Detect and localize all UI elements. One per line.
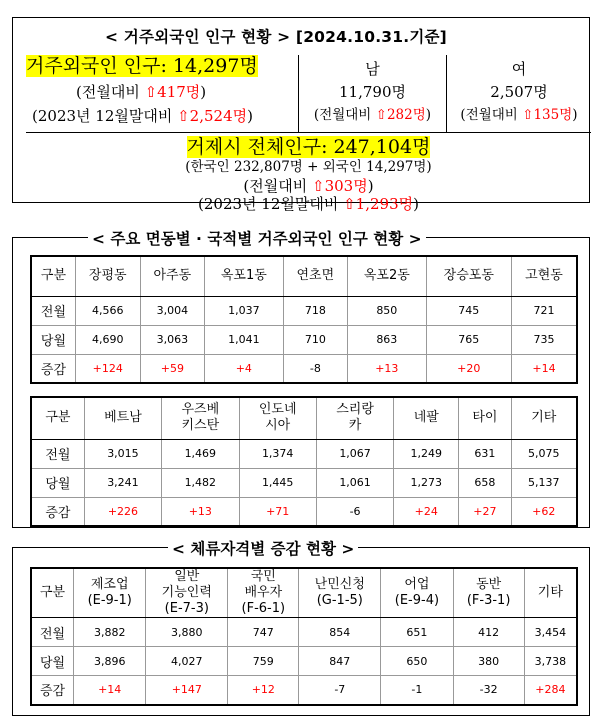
foreign-mom [76, 83, 206, 102]
table-cell: +62 [511, 497, 577, 526]
table-cell: 1,482 [162, 468, 239, 497]
table-cell: 1,374 [239, 439, 316, 468]
city-yoy-suffix: ) [413, 195, 419, 213]
district-nationality-box [12, 230, 590, 528]
male-label: 남 [365, 60, 380, 78]
table-cell: 3,454 [524, 618, 577, 647]
city-yoy-prefix: (2023년 12월말대비 [198, 195, 344, 213]
summary-title: < 거주외국인 인구 현황 > [2024.10.31.기준] [101, 25, 451, 47]
table-cell: 1,445 [239, 468, 316, 497]
table-cell: 3,896 [74, 647, 146, 676]
table-cell: +284 [524, 676, 577, 705]
city-mom-prefix: (전월대비 [243, 177, 313, 195]
row-label-cell: 증감 [31, 354, 75, 383]
table-cell: 650 [381, 647, 453, 676]
table-cell: +59 [140, 354, 205, 383]
table-cell: 1,273 [394, 468, 459, 497]
city-yoy [26, 195, 591, 214]
table-header-cell: 네팔 [394, 397, 459, 439]
female-mom-suffix: ) [572, 107, 578, 123]
table-cell: 3,882 [74, 618, 146, 647]
female-label: 여 [511, 60, 527, 78]
summary-box [12, 17, 590, 213]
row-label-cell: 당월 [31, 647, 74, 676]
table-header-cell: 타이 [459, 397, 511, 439]
table-cell: +226 [84, 497, 161, 526]
table-cell: -7 [299, 676, 381, 705]
table-cell: 3,004 [140, 296, 205, 325]
table-cell: +27 [459, 497, 511, 526]
table-cell: 3,063 [140, 325, 205, 354]
row-label-cell: 증감 [31, 497, 84, 526]
male-mom-suffix: ) [425, 107, 432, 123]
table-cell: 747 [228, 618, 299, 647]
female-mom-value: ⇧135명 [522, 107, 573, 123]
table-cell: +24 [394, 497, 459, 526]
nationality-table [30, 396, 578, 527]
table-cell: 3,241 [84, 468, 161, 497]
table-cell: +13 [162, 497, 239, 526]
table-cell: 651 [381, 618, 453, 647]
foreign-yoy-value: ⇧2,524명 [177, 107, 248, 125]
table-header-cell: 장평동 [75, 256, 140, 296]
table-cell: 3,738 [524, 647, 577, 676]
foreign-mom-value: ⇧417명 [144, 83, 201, 101]
table-header-cell: 연초면 [283, 256, 348, 296]
table-cell: 631 [459, 439, 511, 468]
table-cell: 735 [512, 325, 577, 354]
row-label-cell: 당월 [31, 325, 75, 354]
foreign-mom-prefix: (전월대비 [76, 83, 145, 101]
table-cell: -1 [381, 676, 453, 705]
table-header-cell: 장승포동 [426, 256, 512, 296]
table-cell: 3,015 [84, 439, 161, 468]
table-header-cell: 옥포1동 [205, 256, 283, 296]
table-row [31, 497, 577, 526]
table-row [31, 354, 577, 383]
city-yoy-value: ⇧1,293명 [343, 195, 414, 213]
female-mom [447, 107, 591, 124]
table-header-cell: 기타 [524, 568, 577, 618]
table-cell: 850 [348, 296, 426, 325]
table-row [31, 439, 577, 468]
table-row [31, 647, 577, 676]
table-cell: +4 [205, 354, 283, 383]
district-table [30, 255, 578, 384]
city-mom-value: ⇧303명 [312, 177, 368, 195]
table-row [31, 676, 577, 705]
city-mom [26, 177, 591, 196]
visa-table [30, 567, 578, 706]
table-header-cell: 국민 배우자 (F-6-1) [228, 568, 299, 618]
table-cell: 759 [228, 647, 299, 676]
male-mom [299, 107, 446, 124]
table-cell: 1,037 [205, 296, 283, 325]
table-header-cell: 고현동 [512, 256, 577, 296]
table-cell: 412 [453, 618, 524, 647]
foreign-total: 거주외국인 인구: 14,297명 [26, 55, 258, 77]
visa-section-title: < 체류자격별 증감 현황 > [168, 537, 358, 559]
table-header-cell: 구분 [31, 256, 75, 296]
male-count: 11,790명 [339, 83, 406, 101]
city-breakdown: (한국인 232,807명 + 외국인 14,297명) [185, 159, 432, 175]
table-cell: 1,061 [316, 468, 393, 497]
foreign-yoy-suffix: ) [247, 107, 253, 125]
row-label-cell: 전월 [31, 296, 75, 325]
table-cell: +124 [75, 354, 140, 383]
table-cell: 745 [426, 296, 512, 325]
row-label-cell: 전월 [31, 439, 84, 468]
district-section-title: < 주요 면동별 · 국적별 거주외국인 인구 현황 > [88, 227, 426, 249]
table-cell: 4,690 [75, 325, 140, 354]
city-mom-suffix: ) [367, 177, 374, 195]
table-header-cell: 제조업 (E-9-1) [74, 568, 146, 618]
table-cell: 863 [348, 325, 426, 354]
row-label-cell: 전월 [31, 618, 74, 647]
table-header-cell: 어업 (E-9-4) [381, 568, 453, 618]
table-header-cell: 기타 [511, 397, 577, 439]
city-total: 거제시 전체인구: 247,104명 [186, 136, 431, 158]
male-mom-value: ⇧282명 [375, 107, 426, 123]
table-cell: -32 [453, 676, 524, 705]
table-cell: -6 [316, 497, 393, 526]
female-count: 2,507명 [490, 83, 548, 101]
table-cell: +20 [426, 354, 512, 383]
table-row [31, 296, 577, 325]
table-row [31, 618, 577, 647]
summary-top-row [26, 55, 591, 133]
table-header-row [31, 397, 577, 439]
table-header-cell: 구분 [31, 397, 84, 439]
foreign-total-cell [26, 55, 299, 133]
table-header-cell: 일반 기능인력 (E-7-3) [146, 568, 228, 618]
table-header-cell: 인도네 시아 [239, 397, 316, 439]
table-cell: 1,469 [162, 439, 239, 468]
table-header-cell: 옥포2동 [348, 256, 426, 296]
table-cell: 658 [459, 468, 511, 497]
visa-box [12, 540, 590, 716]
foreign-yoy [32, 107, 253, 126]
table-cell: 4,566 [75, 296, 140, 325]
table-header-row [31, 256, 577, 296]
table-cell: 4,027 [146, 647, 228, 676]
foreign-mom-suffix: ) [200, 83, 207, 101]
table-cell: +14 [512, 354, 577, 383]
table-header-cell: 동반 (F-3-1) [453, 568, 524, 618]
table-cell: +147 [146, 676, 228, 705]
table-header-row [31, 568, 577, 618]
table-cell: 765 [426, 325, 512, 354]
table-row [31, 325, 577, 354]
table-cell: 3,880 [146, 618, 228, 647]
table-header-cell: 구분 [31, 568, 74, 618]
table-cell: -8 [283, 354, 348, 383]
table-header-cell: 우즈베 키스탄 [162, 397, 239, 439]
table-cell: +13 [348, 354, 426, 383]
table-cell: +12 [228, 676, 299, 705]
row-label-cell: 증감 [31, 676, 74, 705]
male-cell [299, 55, 447, 133]
table-cell: 5,137 [511, 468, 577, 497]
table-cell: 1,041 [205, 325, 283, 354]
table-cell: 5,075 [511, 439, 577, 468]
table-cell: +71 [239, 497, 316, 526]
foreign-yoy-prefix: (2023년 12월말대비 [32, 107, 178, 125]
table-header-cell: 난민신청 (G-1-5) [299, 568, 381, 618]
table-cell: 854 [299, 618, 381, 647]
table-header-cell: 베트남 [84, 397, 161, 439]
table-cell: 718 [283, 296, 348, 325]
female-mom-prefix: (전월대비 [460, 107, 523, 123]
table-header-cell: 스리랑 카 [316, 397, 393, 439]
table-cell: 1,067 [316, 439, 393, 468]
table-cell: 721 [512, 296, 577, 325]
female-cell [447, 55, 591, 133]
male-mom-prefix: (전월대비 [313, 107, 376, 123]
table-row [31, 468, 577, 497]
table-cell: 710 [283, 325, 348, 354]
table-cell: +14 [74, 676, 146, 705]
row-label-cell: 당월 [31, 468, 84, 497]
table-header-cell: 아주동 [140, 256, 205, 296]
table-cell: 380 [453, 647, 524, 676]
city-total-cell [26, 133, 591, 213]
table-cell: 847 [299, 647, 381, 676]
table-cell: 1,249 [394, 439, 459, 468]
